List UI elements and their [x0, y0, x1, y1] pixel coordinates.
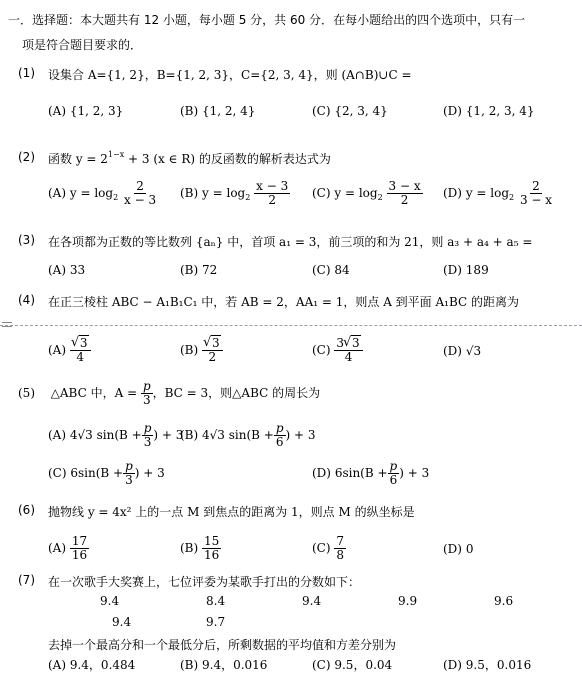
q2-stem [48, 150, 331, 167]
q5-option-d: (D) 6sin(B + $\frac{p}{6}$ ) + 3 [312, 459, 430, 487]
q3-option-d: (D) 189 [443, 263, 489, 277]
q5-stem-pre: △ABC 中，A = [50, 386, 138, 400]
q6-option-b: (B) $\frac{15}{16}$ [180, 534, 220, 562]
q7-score: 9.9 [398, 594, 418, 608]
q2-number: (2) [18, 150, 35, 164]
q2-option-c-func: y = log [334, 186, 378, 200]
q5-stem-post: ，BC = 3，则△ABC 的周长为 [152, 386, 321, 400]
q3-number: (3) [18, 233, 35, 247]
q1-option-a: (A) {1, 2, 3} [48, 104, 124, 118]
q6-option-d: (D) 0 [443, 542, 474, 556]
q2-option-b-label: (B) [180, 186, 199, 200]
q7-option-a: (A) 9.4，0.484 [48, 658, 136, 672]
q7-score: 9.4 [112, 615, 132, 629]
q7-score: 9.4 [100, 594, 120, 608]
q4-option-d [443, 344, 481, 358]
q2-stem-pre: 函数 y = 2 [48, 152, 108, 166]
q3-option-c: (C) 84 [312, 263, 350, 277]
q1-option-d: (D) {1, 2, 3, 4} [443, 104, 535, 118]
q4-option-c-fraction: $\frac{3√ 3}{4}$ [334, 337, 362, 364]
q2-option-d [443, 180, 554, 207]
q4-option-a-fraction: √ $\frac{3}{4}$ [70, 337, 91, 364]
page-break-marker [2, 322, 12, 327]
q7-option-d: (D) 9.5，0.016 [443, 658, 532, 672]
q7-score: 9.4 [302, 594, 322, 608]
q2-option-a-func: y = log [69, 186, 114, 200]
q7-stem-2: 去掉一个最高分和一个最低分后，所剩数据的平均值和方差分别为 [48, 638, 397, 652]
q4-option-d-value: √3 [465, 344, 482, 358]
q4-option-b-label: (B) [180, 343, 199, 357]
q2-stem-exponent: 1−x [107, 150, 125, 159]
q2-option-c [312, 180, 423, 207]
q7-option-c: (C) 9.5，0.04 [312, 658, 393, 672]
q4-option-c [312, 337, 363, 364]
q3-option-b: (B) 72 [180, 263, 218, 277]
q2-option-b [180, 180, 290, 207]
q2-option-a [48, 180, 158, 207]
q2-option-d-label: (D) [443, 186, 462, 200]
q6-option-c: (C) $\frac{7}{8}$ [312, 534, 345, 562]
q2-option-c-fraction: $\frac{3 - x}{2}$ [388, 179, 421, 207]
q4-option-d-label: (D) [443, 344, 462, 358]
q5-row [18, 380, 320, 407]
q1-option-b: (B) {1, 2, 4} [180, 104, 256, 118]
q4-option-b-fraction: √ $\frac{3}{2}$ [202, 337, 223, 364]
q5-option-c: (C) 6sin(B + $\frac{p}{3}$ ) + 3 [48, 459, 165, 487]
q2-option-d-func: y = log [465, 186, 510, 200]
q2-option-c-base: 2 [377, 193, 383, 202]
q4-option-c-label: (C) [312, 343, 331, 357]
q7-score: 8.4 [206, 594, 226, 608]
q5-option-b: (B) 4√3 sin(B + $\frac{p}{6}$ ) + 3 [180, 421, 316, 449]
q1-stem: 设集合 A={1, 2}，B={1, 2, 3}，C={2, 3, 4}，则 (A∩B)∪C = [48, 68, 412, 82]
q4-option-b [180, 337, 223, 364]
q7-option-b: (B) 9.4，0.016 [180, 658, 268, 672]
q5-number: (5) [18, 386, 35, 400]
q6-stem: 抛物线 y = 4x² 上的一点 M 到焦点的距离为 1，则点 M 的纵坐标是 [48, 505, 415, 519]
section-header-line2: 项是符合题目要求的． [22, 38, 143, 52]
q6-number: (6) [18, 503, 35, 517]
q7-stem: 在一次歌手大奖赛上，七位评委为某歌手打出的分数如下： [48, 575, 361, 589]
q4-option-a [48, 337, 91, 364]
q2-option-d-fraction: $\frac{2}{3 - x}$ [519, 179, 553, 207]
q2-option-b-base: 2 [245, 193, 251, 202]
q1-option-c: (C) {2, 3, 4} [312, 104, 388, 118]
page-break-divider [0, 325, 582, 326]
q4-number: (4) [18, 293, 35, 307]
q5-option-a: (A) 4√3 sin(B + $\frac{p}{3}$ ) + 3 [48, 421, 184, 449]
section-header-line1: 一．选择题：本大题共有 12 小题，每小题 5 分，共 60 分．在每小题给出的四个选项中，只有一 [8, 13, 526, 27]
q3-option-a: (A) 33 [48, 263, 86, 277]
q2-option-d-base: 2 [509, 193, 515, 202]
q7-score: 9.7 [206, 615, 226, 629]
q3-stem: 在各项都为正数的等比数列 {aₙ} 中，首项 a₁ = 3，前三项的和为 21，则 a₃ + a₄ + a₅ = [48, 235, 533, 249]
q4-stem: 在正三棱柱 ABC − A₁B₁C₁ 中，若 AB = 2，AA₁ = 1，则点 A 到平面 A₁BC 的距离为 [48, 295, 520, 309]
q2-option-a-base: 2 [113, 193, 119, 202]
q2-option-a-fraction: $\frac{2}{x - 3}$ [124, 179, 157, 207]
q7-number: (7) [18, 573, 35, 587]
q7-score: 9.6 [494, 594, 514, 608]
q6-option-a: (A) $\frac{17}{16}$ [48, 534, 88, 562]
q2-option-b-func: y = log [202, 186, 246, 200]
q2-stem-post: + 3 (x ∈ R) 的反函数的解析表达式为 [124, 152, 331, 166]
q2-option-b-fraction: $\frac{x - 3}{2}$ [256, 179, 289, 207]
q2-option-a-label: (A) [48, 186, 67, 200]
q1-number: (1) [18, 66, 35, 80]
q5-stem-fraction: $\frac{p}{3}$ [142, 379, 151, 407]
q2-option-c-label: (C) [312, 186, 331, 200]
q4-option-a-label: (A) [48, 343, 67, 357]
